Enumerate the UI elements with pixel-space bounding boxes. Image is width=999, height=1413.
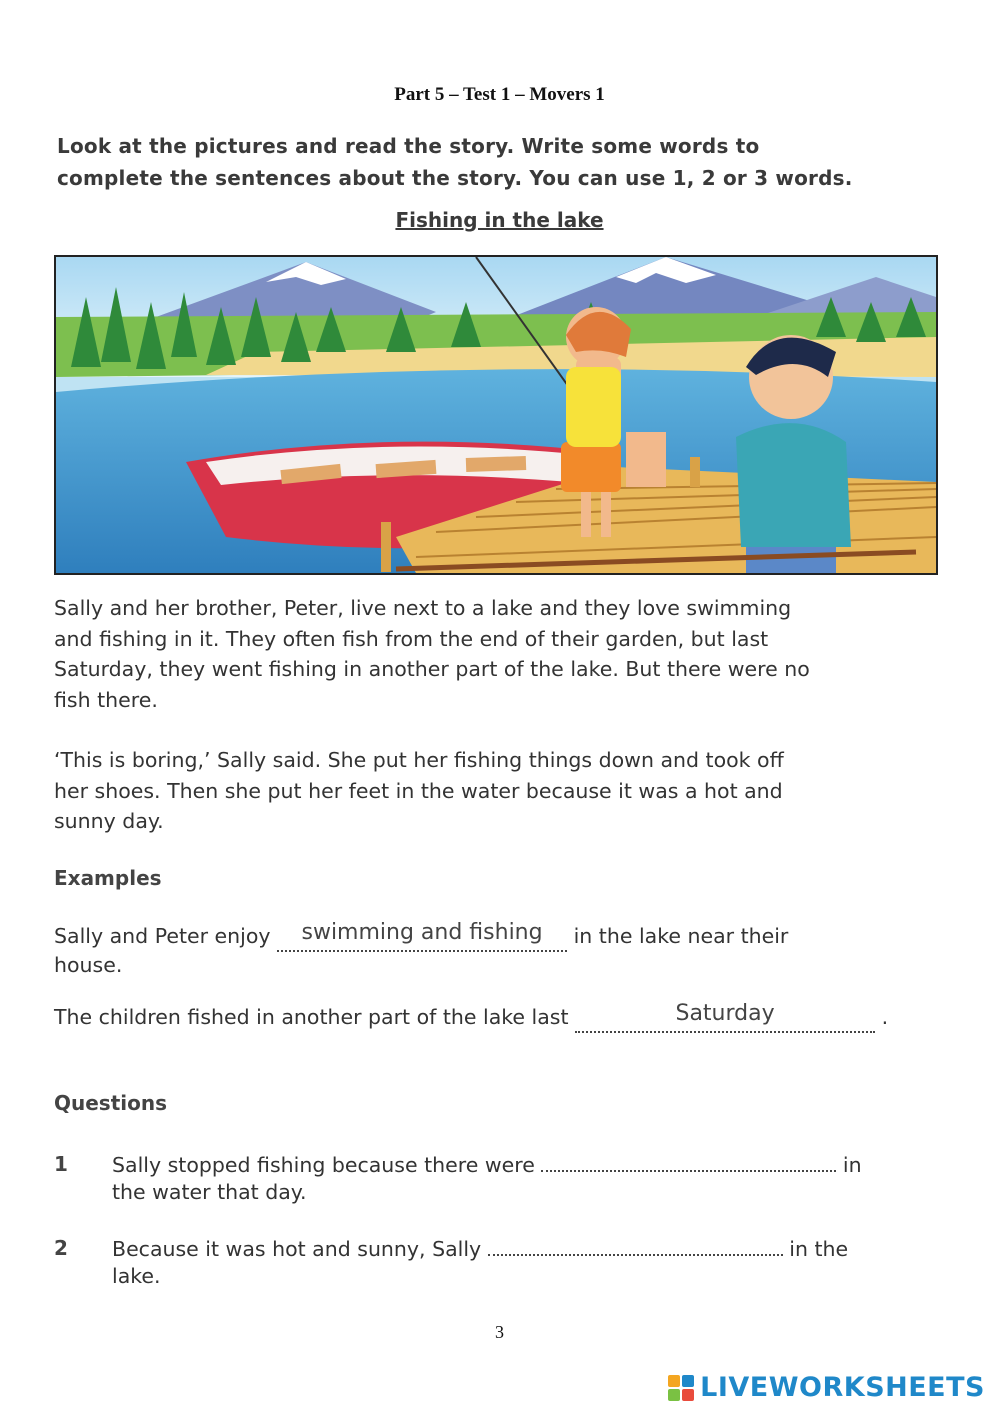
- question-2-continuation: lake.: [112, 1264, 161, 1288]
- example-2-before: The children fished in another part of the lake last: [54, 1005, 569, 1029]
- liveworksheets-logo-icon: [668, 1375, 694, 1401]
- instructions-line-2: complete the sentences about the story. You can use 1, 2 or 3 words.: [57, 166, 853, 190]
- story-illustration: [54, 255, 938, 575]
- example-1-answer: swimming and fishing: [301, 920, 543, 945]
- question-1-answer-input[interactable]: [541, 1156, 836, 1172]
- example-1: [54, 920, 934, 979]
- example-2: [54, 1001, 934, 1033]
- question-1-after: in: [842, 1153, 862, 1177]
- question-1-before: Sally stopped fishing because there were: [112, 1153, 535, 1177]
- examples-heading: Examples: [54, 866, 162, 890]
- question-1-continuation: the water that day.: [112, 1180, 307, 1204]
- example-1-before: Sally and Peter enjoy: [54, 924, 271, 948]
- example-2-answer-line: [575, 1001, 875, 1033]
- lake-scene-illustration: [56, 257, 936, 573]
- question-1-number: 1: [54, 1152, 68, 1176]
- story-p1-line-3: Saturday, they went fishing in another part of the lake. But there were no: [54, 657, 810, 681]
- story-paragraph-2: [54, 745, 934, 837]
- story-p2-line-3: sunny day.: [54, 809, 164, 833]
- question-1: [112, 1152, 932, 1206]
- questions-heading: Questions: [54, 1091, 168, 1115]
- question-2-answer-input[interactable]: [488, 1240, 783, 1256]
- example-2-answer: Saturday: [675, 1001, 775, 1026]
- example-1-after: in the lake near their: [573, 924, 789, 948]
- liveworksheets-brand[interactable]: [668, 1372, 985, 1403]
- story-p2-line-2: her shoes. Then she put her feet in the water because it was a hot and: [54, 778, 783, 803]
- question-2-after: in the: [789, 1237, 849, 1261]
- page-number: 3: [495, 1322, 504, 1342]
- example-2-after: .: [881, 1005, 889, 1029]
- question-2-number: 2: [54, 1236, 68, 1260]
- story-p1-line-2: and fishing in it. They often fish from the end of their garden, but last: [54, 626, 769, 651]
- example-1-answer-line: [277, 920, 567, 952]
- liveworksheets-wordmark: LIVEWORKSHEETS: [700, 1372, 985, 1403]
- example-1-continuation: house.: [54, 953, 123, 977]
- page-header-title: Part 5 – Test 1 – Movers 1: [394, 84, 605, 105]
- question-2: [112, 1236, 932, 1290]
- story-p1-line-1: Sally and her brother, Peter, live next to a lake and they love swimming: [54, 596, 792, 620]
- story-paragraph-1: [54, 593, 934, 715]
- story-p1-line-4: fish there.: [54, 687, 158, 712]
- story-title: Fishing in the lake: [395, 208, 604, 232]
- question-2-before: Because it was hot and sunny, Sally: [112, 1237, 482, 1261]
- story-p2-line-1: ‘This is boring,’ Sally said. She put her fishing things down and took off: [54, 748, 784, 772]
- instructions: [57, 130, 957, 194]
- instructions-line-1: Look at the pictures and read the story. Write some words to: [57, 134, 760, 158]
